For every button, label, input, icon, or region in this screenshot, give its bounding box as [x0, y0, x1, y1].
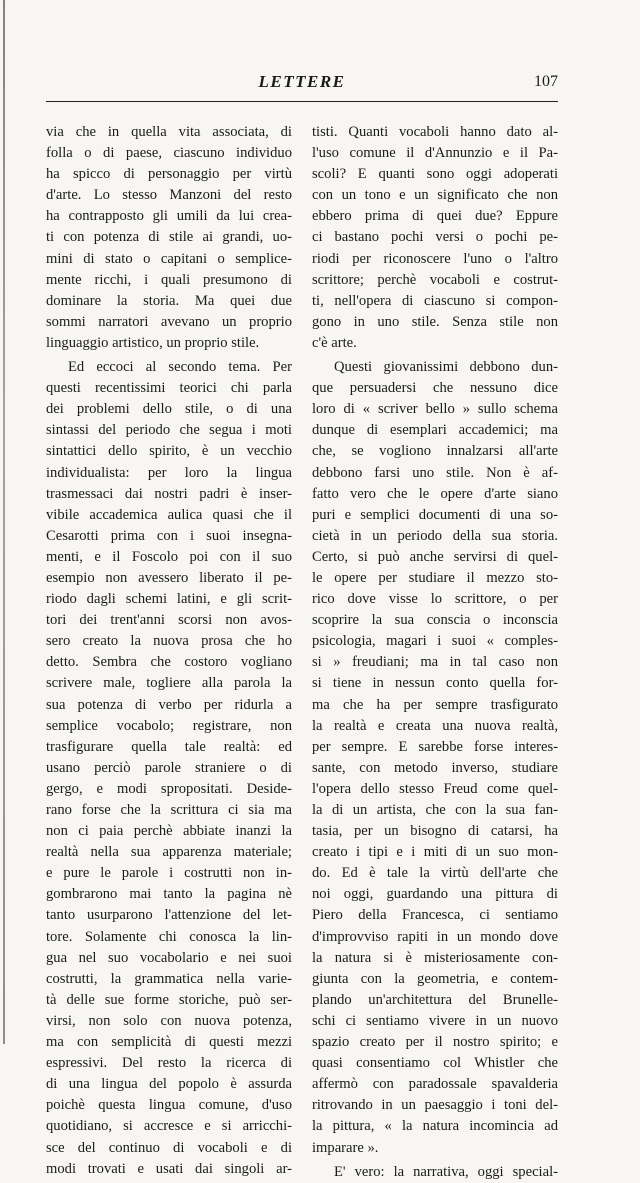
- text-line: quasi consentiamo col Whistler che: [312, 1055, 558, 1072]
- text-line: ebbero prima di quei due? Eppure: [312, 208, 558, 225]
- text-line: la realtà e creata una nuova realtà,: [312, 717, 558, 734]
- text-line: semplice vocabolo; registrare, non: [46, 717, 292, 734]
- text-line: sommi narratori avevano un proprio: [46, 313, 292, 330]
- text-line: ritrovando in un paesaggio i toni del-: [312, 1097, 558, 1114]
- text-line: tori dei trent'anni scorsi non avos-: [46, 612, 292, 629]
- text-line: si tiene in nessun conto quella for-: [312, 675, 558, 692]
- paragraph: [312, 122, 558, 354]
- text-line: e pure le parole i costrutti non in-: [46, 865, 292, 882]
- text-line: gergo, e modi spropositati. Deside-: [46, 780, 292, 797]
- text-line: sce del continuo di vocaboli e di: [46, 1139, 292, 1156]
- text-line: menti, e il Foscolo poi con il suo: [46, 548, 292, 565]
- text-line: Questi giovanissimi debbono dun-: [334, 359, 558, 376]
- paragraph: [46, 122, 292, 354]
- text-line: usano perciò parole straniere o di: [46, 759, 292, 776]
- text-line: ha spicco di personaggio per virtù: [46, 166, 292, 183]
- text-line: detto. Sembra che costoro vogliano: [46, 654, 292, 671]
- text-line: do. Ed è tale la virtù dell'arte che: [312, 865, 558, 882]
- paragraph: [46, 357, 292, 1180]
- text-line: fatto vero che le opere d'arte siano: [312, 485, 558, 502]
- text-line: rano forse che la scrittura ci sia ma: [46, 802, 292, 818]
- text-line: ma con semplicità di questi mezzi: [46, 1034, 292, 1051]
- text-line: sintassi del periodo che segua i moti: [46, 422, 292, 439]
- text-line: imparare ».: [312, 1139, 379, 1156]
- text-line: noi oggi, guardando una pittura di: [312, 886, 558, 903]
- text-line: individualista: per loro la lingua: [46, 464, 292, 481]
- text-line: quotidiano, si accresce e si arricchi-: [46, 1118, 292, 1135]
- paragraph: [312, 357, 558, 1159]
- text-line: gombrarono mai tanto la pagina nè: [46, 886, 292, 903]
- text-line: l'opera dello stesso Freud come quel-: [312, 780, 558, 797]
- text-line: scrittore; perchè vocaboli e costrut-: [312, 271, 558, 288]
- text-line: tore. Solamente chi conosca la lin-: [46, 928, 292, 945]
- text-line: ha contrapposto gli umili da lui crea-: [46, 208, 292, 225]
- text-line: tanto usurparono l'attenzione del let-: [46, 907, 292, 924]
- text-line: que persuadersi che nessuno dice: [312, 380, 558, 397]
- text-line: tisti. Quanti vocaboli hanno dato al-: [312, 124, 558, 140]
- page-number: 107: [534, 73, 558, 90]
- text-line: folla o di paese, ciascuno individuo: [46, 145, 292, 162]
- text-line: spazio creato per il nostro spirito; e: [312, 1034, 558, 1051]
- text-line: scrivere male, togliere alla parola la: [46, 675, 292, 692]
- text-line: E' vero: la narrativa, oggi special-: [334, 1163, 558, 1180]
- text-line: ma che ha per sempre trasfigurato: [312, 696, 558, 713]
- text-line: la di un artista, che con la sua fan-: [312, 802, 558, 818]
- text-line: non ci paia perchè abbiate inanzi la: [46, 823, 292, 840]
- left-text-column: [46, 122, 292, 1180]
- text-line: ti con potenza di stile ai grandi, uo-: [46, 229, 292, 246]
- page-header: [46, 70, 558, 100]
- running-title: LETTERE: [258, 72, 346, 91]
- text-line: giunta con la geometria, e contem-: [312, 970, 558, 987]
- text-line: sante, con metodo inverso, studiare: [312, 759, 558, 776]
- text-line: questi recentissimi teorici chi parla: [46, 380, 292, 397]
- text-line: dunque di esemplari accademici; ma: [312, 422, 558, 439]
- text-line: sua potenza di verbo per ridurla a: [46, 696, 292, 713]
- text-line: plando un'architettura del Brunelle-: [312, 991, 558, 1008]
- header-rule: [46, 101, 558, 102]
- text-line: di una lingua del popolo è assurda: [46, 1076, 292, 1093]
- text-line: dominare la storia. Ma quei due: [46, 292, 292, 309]
- text-line: creato i tipi e i miti di un suo mon-: [312, 844, 558, 861]
- text-line: espressivi. Del resto la ricerca di: [46, 1055, 292, 1072]
- text-line: Cesarotti prima con i suoi insegna-: [46, 527, 292, 544]
- text-line: riodi per riconoscere l'uno o l'altro: [312, 250, 558, 267]
- text-line: gua nel suo vocabolario e nei suoi: [46, 949, 292, 966]
- text-line: schi ci sentiamo vivere in un nuovo: [312, 1012, 558, 1029]
- text-line: che, se vogliono innalzarsi all'arte: [312, 443, 558, 460]
- text-line: ci bastano pochi versi o pochi pe-: [312, 229, 558, 246]
- text-line: Ed eccoci al secondo tema. Per: [68, 359, 292, 376]
- text-line: virsi, non solo con nuova potenza,: [46, 1012, 292, 1029]
- binding-edge: [3, 0, 5, 1044]
- text-line: la natura si è misteriosamente con-: [312, 949, 558, 966]
- text-line: sero creato la nuova prosa che ho: [46, 633, 292, 650]
- text-line: con un tono e un significato che non: [312, 187, 558, 204]
- text-line: vibile accademica aulica quasi che il: [46, 506, 292, 523]
- text-line: Certo, si può anche servirsi di quel-: [312, 548, 558, 565]
- text-line: d'improvviso rapiti in un mondo dove: [312, 928, 558, 945]
- text-line: cietà in un periodo della sua storia.: [312, 527, 558, 544]
- text-line: affermò con paradossale spavalderia: [312, 1076, 558, 1093]
- text-line: mente ricchi, i quali presumono di: [46, 271, 292, 288]
- text-line: Piero della Francesca, ci sentiamo: [312, 907, 558, 924]
- paragraph: [312, 1162, 558, 1183]
- text-line: sintattici dello spirito, è un vecchio: [46, 443, 292, 460]
- text-line: modi trovati e usati dai singoli ar-: [46, 1160, 292, 1177]
- text-line: la pittura, « la natura incomincia ad: [312, 1118, 558, 1135]
- text-line: poichè questa lingua comune, d'uso: [46, 1097, 292, 1114]
- text-line: esempio non avessero liberato il pe-: [46, 569, 292, 586]
- text-line: tà delle sue forme storiche, può ser-: [46, 991, 292, 1008]
- text-line: l'uso comune il d'Annunzio e il Pa-: [312, 145, 558, 162]
- text-line: si » freudiani; ma in tal caso non: [312, 654, 558, 671]
- text-line: costrutti, la grammatica nella varie-: [46, 970, 292, 987]
- text-line: c'è arte.: [312, 334, 357, 351]
- right-text-column: [312, 122, 558, 1183]
- text-line: per sempre. E sarebbe forse interes-: [312, 738, 558, 755]
- text-line: trasmessaci dai nostri padri è inser-: [46, 485, 292, 502]
- text-line: tasia, per un bisogno di catarsi, ha: [312, 823, 558, 840]
- text-line: scoli? E quanti sono oggi adoperati: [312, 166, 558, 183]
- text-line: scoprire la sua conscia o inconscia: [312, 612, 558, 629]
- text-line: linguaggio artistico, un proprio stile.: [46, 334, 260, 351]
- text-line: dei problemi dello stile, o di una: [46, 401, 292, 418]
- text-line: mini di stato o capitani o semplice-: [46, 250, 292, 267]
- text-line: psicologia, magari i suoi « comples-: [312, 633, 558, 650]
- text-line: loro di « scriver bello » sullo schema: [312, 401, 558, 418]
- text-line: puri e semplici documenti di una so-: [312, 506, 558, 523]
- text-line: debbono farsi uno stile. Non è af-: [312, 464, 558, 481]
- text-line: gono in uno stile. Senza stile non: [312, 313, 558, 330]
- text-line: via che in quella vita associata, di: [46, 124, 292, 140]
- text-line: riodo dagli schemi latini, e gli scrit-: [46, 591, 292, 608]
- text-line: realtà nella sua apparenza materiale;: [46, 844, 292, 861]
- text-line: rico dove visse lo scrittore, o per: [312, 591, 558, 608]
- text-line: trasfigurare quella tale realtà: ed: [46, 738, 292, 755]
- text-line: d'arte. Lo stesso Manzoni del resto: [46, 187, 292, 204]
- text-line: ti, nell'opera di ciascuno si compon-: [312, 292, 558, 309]
- text-line: le opere per studiare il mezzo sto-: [312, 569, 558, 586]
